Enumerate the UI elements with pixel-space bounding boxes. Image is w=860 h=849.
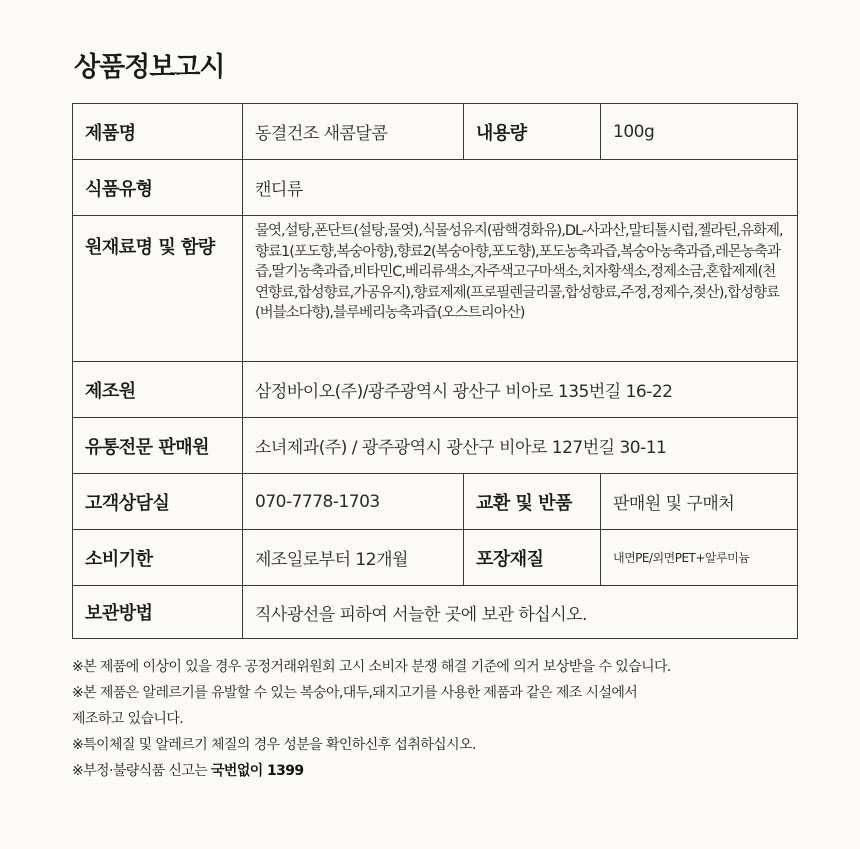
customer-center-value: 070-7778-1703 (243, 474, 464, 530)
note-report (72, 758, 812, 784)
product-name-value: 동결건조 새콤달콤 (243, 104, 464, 160)
product-info-table (72, 103, 798, 639)
volume-label: 내용량 (464, 104, 601, 160)
packaging-value: 내면PE/외면PET+알루미늄 (601, 530, 798, 586)
table-row (73, 586, 798, 639)
distributor-value: 소녀제과(주) / 광주광역시 광산구 비아로 127번길 30-11 (243, 418, 798, 474)
manufacturer-label: 제조원 (73, 362, 243, 418)
notes (72, 654, 812, 784)
exchange-label: 교환 및 반품 (464, 474, 601, 530)
expiry-value: 제조일로부터 12개월 (243, 530, 464, 586)
report-number: 국번없이 1399 (211, 763, 304, 779)
ingredients-label: 원재료명 및 함량 (73, 216, 243, 362)
exchange-value: 판매원 및 구매처 (601, 474, 798, 530)
table-row (73, 362, 798, 418)
table-row (73, 474, 798, 530)
packaging-label: 포장재질 (464, 530, 601, 586)
distributor-label: 유통전문 판매원 (73, 418, 243, 474)
expiry-label: 소비기한 (73, 530, 243, 586)
storage-value: 직사광선을 피하여 서늘한 곳에 보관 하십시오. (243, 586, 798, 639)
food-type-label: 식품유형 (73, 160, 243, 216)
note-allergy-facility-cont: 제조하고 있습니다. (72, 711, 184, 727)
product-name-label: 제품명 (73, 104, 243, 160)
table-row (73, 418, 798, 474)
food-type-value: 캔디류 (243, 160, 798, 216)
volume-value: 100g (601, 104, 798, 160)
table-row (73, 104, 798, 160)
storage-label: 보관방법 (73, 586, 243, 639)
note-compensation: ※본 제품에 이상이 있을 경우 공정거래위원회 고시 소비자 분쟁 해결 기준에 의거 보상받을 수 있습니다. (72, 659, 671, 675)
note-allergy-facility: ※본 제품은 알레르기를 유발할 수 있는 복숭아,대두,돼지고기를 사용한 제품과 같은 제조 시설에서 (72, 685, 638, 701)
page-title: 상품정보고시 (74, 52, 225, 83)
ingredients-value: 물엿,설탕,폰단트(설탕,물엿),식물성유지(팜핵경화유),DL-사과산,말티톨시럽,젤라틴,유화제,향료1(포도향,복숭아향),향료2(복숭아향,포도향),포도농축과즙,복숭아농축과즙,레몬농축과즙,딸기농축과즙,비타민C,베리류색소,자주색고구마색소,치자황색소,정제소금,혼합제제(천연향료,합성향료,가공유지),향료제제(프로필렌글리콜,합성향료,주정,정제수,젖산),합성향료(버블소다향),블루베리농축과즙(오스트리아산) (243, 216, 798, 362)
table-row (73, 530, 798, 586)
note-report-prefix: ※부정·불량식품 신고는 (72, 763, 211, 779)
note-allergy-check: ※특이체질 및 알레르기 체질의 경우 성분을 확인하신후 섭취하십시오. (72, 737, 476, 753)
table-row (73, 160, 798, 216)
manufacturer-value: 삼정바이오(주)/광주광역시 광산구 비아로 135번길 16-22 (243, 362, 798, 418)
customer-center-label: 고객상담실 (73, 474, 243, 530)
table-row (73, 216, 798, 362)
